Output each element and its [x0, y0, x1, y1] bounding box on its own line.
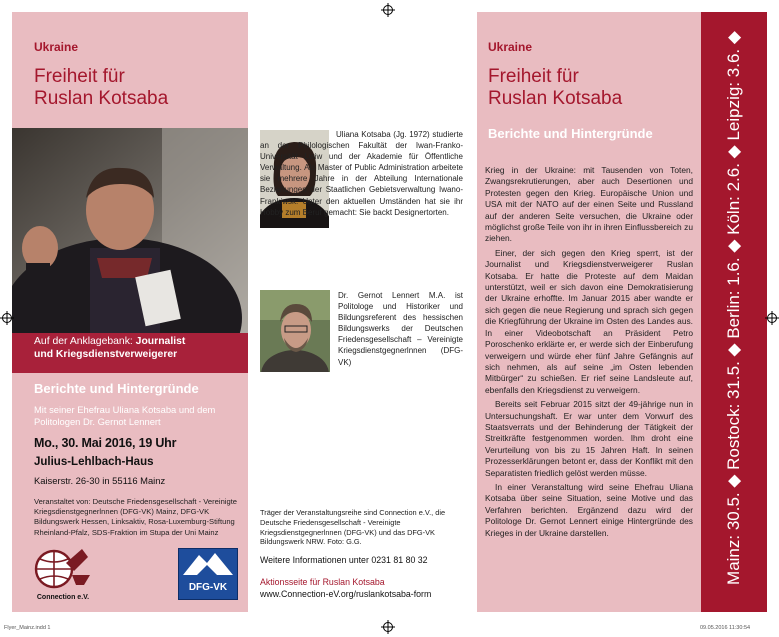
connection-logo-label: Connection e.V.: [36, 594, 90, 601]
event-date: Mo., 30. Mai 2016, 19 Uhr: [34, 436, 177, 450]
caption-bold2: und Kriegsdienstverweigerer: [34, 348, 178, 360]
article-paragraph: In einer Veranstaltung wird seine Ehefrau Uliana Kotsaba über seine Situation, seine Motive und das Verfahren berichten. Ergänzend dazu wird der Politologe Dr. Gernot Lennert einige Hintergründe des Krieges in der Ukraine darstellen.: [485, 481, 693, 538]
sponsor-text: Träger der Veranstaltungsreihe sind Connection e.V., die Deutsche Friedensgesellschaft - Vereinigte Kriegsdienstgegnerlnnen (DFG-VK) und das DFG-VK Bildungswerk NRW. Foto: G.G.: [260, 508, 446, 547]
left-guests: Mit seiner Ehefrau Uliana Kotsaba und dem Politologen Dr. Gernot Lennert: [34, 404, 216, 427]
caption-bold1: Journalist: [135, 336, 186, 347]
right-section-tag: Ukraine: [488, 40, 533, 54]
campaign-url[interactable]: www.Connection-eV.org/ruslankotsaba-form: [260, 589, 432, 599]
print-stamp: 09.05.2016 11:30:54: [700, 625, 751, 631]
connection-logo: [32, 545, 94, 601]
registration-mark-icon: [381, 620, 395, 634]
registration-mark-icon: [0, 311, 14, 325]
left-subtitle: Berichte und Hintergründe: [34, 381, 199, 396]
ruslan-photo: [12, 128, 248, 333]
right-subtitle: Berichte und Hintergründe: [488, 126, 653, 141]
organizers-text: Veranstaltet von: Deutsche Friedensgesellschaft - Vereinigte Kriegsdienstgegnerlnnen (DFG-VK) Mainz, DFG-VK Bildungswerk Hessen, Linksaktiv, Rosa-Luxemburg-Stiftung Rheinland-Pfalz, SDS-Fraktion im Stupa der Uni Mainz: [34, 497, 238, 537]
left-section-tag: Ukraine: [34, 40, 79, 54]
gernot-photo: [260, 290, 330, 372]
registration-mark-icon: [381, 3, 395, 17]
event-address: Kaiserstr. 26-30 in 55116 Mainz: [34, 475, 166, 486]
event-venue: Julius-Lehlbach-Haus: [34, 456, 154, 468]
right-title: [488, 66, 622, 110]
tour-dates: Mainz: 30.5. ◆ Rostock: 31.5. ◆ Berlin: 1.6. ◆ Köln: 2.6. ◆ Leipzig: 3.6. ◆: [724, 31, 743, 585]
file-name: Flyer_Mainz.indd 1: [4, 625, 51, 631]
gernot-portrait: [260, 290, 330, 372]
article-paragraph: Bereits seit Februar 2015 sitzt der 49-jährige nun in Untersuchungshaft. Er war unter dem Vorwurf des Staatsverrats und der Behinderung der Tätigkeit der Streitkräfte festgenommen worden. Ihm droht eine Verurteilung von bis zu 15 Jahren Haft. In seinen Prozesserklärungen betont er, dass der Konflikt mit den Separatisten friedlich gelöst werden müsse.: [485, 399, 693, 478]
info-line: Weitere Informationen unter 0231 81 80 32: [260, 555, 428, 565]
connection-globe-icon: [32, 545, 94, 589]
article-paragraph: Krieg in der Ukraine: mit Tausenden von Toten, Zwangsrekrutierungen, aber auch Desertionen und Protesten gegen den Krieg. Europäische Union und USA mit der NATO auf der einen Seite und Russland auf der anderen Seite versuchen, die Ukraine oder möglichst große Teile von ihr in ihren Einflussbereich zu ziehen.: [485, 165, 693, 244]
caption-lead: Auf der Anklagebank:: [34, 336, 136, 347]
dfgvk-logo-label: DFG-VK: [188, 582, 228, 593]
right-title-line2: Ruslan Kotsaba: [488, 88, 623, 109]
left-title-line1: Freiheit für: [34, 66, 125, 87]
dfgvk-logo: [178, 548, 238, 600]
left-title: [34, 66, 168, 110]
caption-text: [34, 336, 244, 361]
ruslan-photo-illustration: [12, 128, 248, 333]
gernot-bio: Dr. Gernot Lennert M.A. ist Politologe und Historiker und Bildungsreferent des hessischen Bildungswerks der Deutschen Friedensgesellschaft – Vereinigte Kriegsdienstgegnerlnnen (DFG-VK): [338, 291, 463, 367]
registration-mark-icon: [765, 311, 779, 325]
campaign-link[interactable]: Aktionsseite für Ruslan Kotsaba: [260, 577, 385, 587]
right-title-line1: Freiheit für: [488, 66, 579, 87]
article-paragraph: Einer, der sich gegen den Krieg sperrt, ist der Journalist und Kriegsdienstverweigerer Ruslan Kotsaba. Er hatte die Proteste auf dem Maidan unterstützt, weil er sich davon eine Demokratisierung der Ukraine erhoffte. Im Januar 2015 aber wandte er sich gegen die neue Regierung und sprach sich gegen die Kriegführung der Ukraine im Osten des Landes aus. In einer Videobotschaft an Präsident Petro Poroschenko erklärte er, er werde sich der Einberufung verweigern und würde eher fünf Jahre Gefängnis auf sich nehmen, als auf seine „im Osten lebenden Mitbürger“ zu schießen. Er rief seine Landsleute auf, ebenfalls den Kriegsdienst zu verweigern.: [485, 247, 693, 395]
uliana-bio: Uliana Kotsaba (Jg. 1972) studierte an der Philologischen Fakultät der Iwan-Franko-Universität Lwiw und der Akademie für Öffentliche Verwaltung. Als Master of Public Administration arbeitete sie mehrere Jahre in der Abteilung Internationale Beziehungen der Staatlichen Gebietsverwaltung Iwano-Frankiwsk. Unter den aktuellen Umständen hat sie ihr Hobby zum Beruf gemacht: Sie backt Designertorten.: [260, 130, 463, 217]
article-body: [485, 165, 693, 542]
left-title-line2: Ruslan Kotsaba: [34, 88, 169, 109]
mountain-icon: [179, 549, 237, 577]
